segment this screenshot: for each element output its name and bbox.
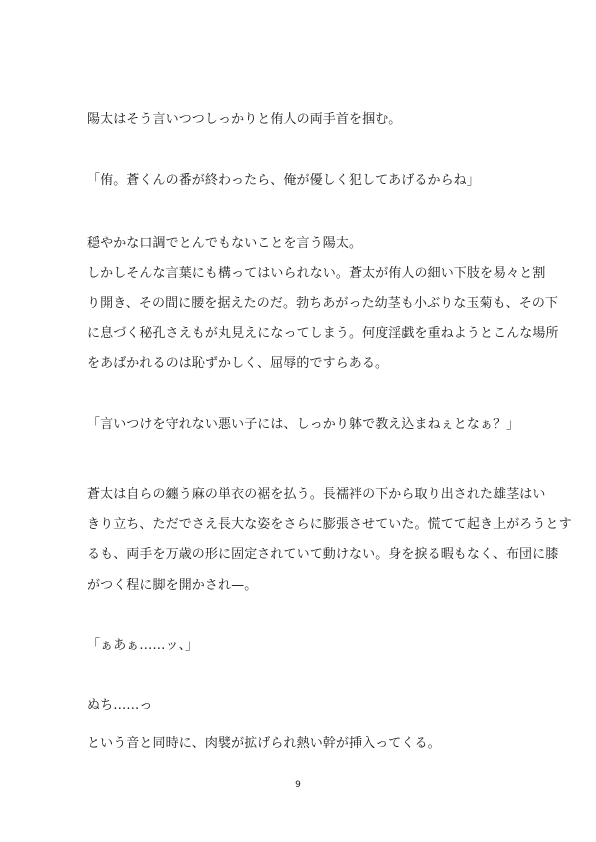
text-line: 「言いつけを守れない悪い子には、しっかり躰で教え込まねぇとなぁ？」 [87, 417, 520, 432]
text-line: という音と同時に、肉襞が拡げられ熱い幹が挿入ってくる。 [87, 736, 441, 751]
text-line: 蒼太は自らの纏う麻の単衣の裾を払う。長襦袢の下から取り出された雄茎はい [87, 487, 546, 502]
text-line: 「ぁあぁ……ッ、」 [87, 638, 199, 653]
text-line: 陽太はそう言いつつしっかりと侑人の両手首を掴む。 [87, 112, 402, 127]
page-number: 9 [295, 780, 301, 790]
text-line: るも、両手を万歳の形に固定されていて動けない。身を捩る暇もなく、布団に膝 [87, 547, 559, 562]
text-line: に息づく秘孔さえもが丸見えになってしまう。何度淫戯を重ねようとこんな場所 [87, 326, 559, 341]
text-line: 「侑。蒼くんの番が終わったら、俺が優しく犯してあげるからね」 [87, 173, 480, 188]
text-line: きり立ち、ただでさえ長大な姿をさらに膨張させていた。慌てて起き上がろうとす [87, 517, 572, 532]
text-line: ぬち……っ [87, 698, 153, 713]
text-line: がつく程に脚を開かされ—。 [87, 578, 258, 593]
text-line: をあばかれるのは恥ずかしく、屈辱的ですらある。 [87, 356, 389, 371]
text-line: しかしそんな言葉にも構ってはいられない。蒼太が侑人の細い下肢を易々と割 [87, 266, 546, 281]
text-line: 穏やかな口調でとんでもないことを言う陽太。 [87, 236, 363, 251]
text-line: り開き、その間に腰を据えたのだ。勃ちあがった幼茎も小ぶりな玉菊も、その下 [87, 296, 559, 311]
